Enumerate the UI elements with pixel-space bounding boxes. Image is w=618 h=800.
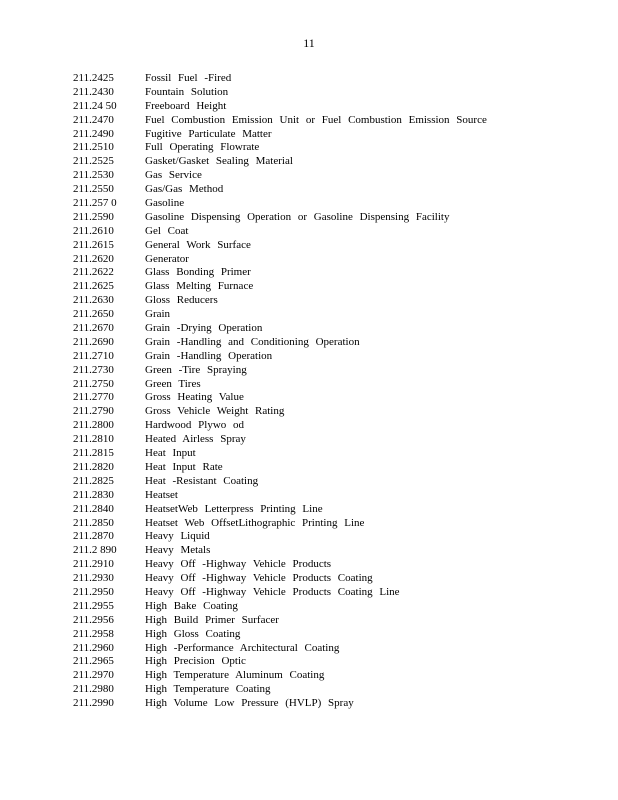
defined-term: Heated Airless Spray xyxy=(145,433,246,446)
defined-term: Heat Input Rate xyxy=(145,460,223,473)
list-item xyxy=(73,225,603,239)
section-number: 211.2 890 xyxy=(73,544,117,557)
list-item xyxy=(73,114,603,128)
section-number: 211.2980 xyxy=(73,683,114,696)
section-number: 211.2955 xyxy=(73,599,114,612)
defined-term: Fuel Combustion Emission Unit or Fuel Combustion Emission Source xyxy=(145,113,487,126)
defined-term: Heatset xyxy=(145,488,178,501)
list-item xyxy=(73,683,603,697)
section-number: 211.2950 xyxy=(73,585,114,598)
list-item xyxy=(73,586,603,600)
defined-term: Glass Bonding Primer xyxy=(145,266,251,279)
section-number: 211.2510 xyxy=(73,141,114,154)
section-number: 211.2825 xyxy=(73,474,114,487)
section-number: 211.2530 xyxy=(73,169,114,182)
defined-term: Gasoline Dispensing Operation or Gasoline Dispensing Facility xyxy=(145,210,450,223)
defined-term: Gross Vehicle Weight Rating xyxy=(145,405,285,418)
defined-term: Gasket/Gasket Sealing Material xyxy=(145,155,293,168)
defined-term: Fountain Solution xyxy=(145,85,229,98)
list-item xyxy=(73,197,603,211)
list-item xyxy=(73,572,603,586)
section-number: 211.2615 xyxy=(73,238,114,251)
list-item xyxy=(73,517,603,531)
defined-term: Heavy Off -Highway Vehicle Products xyxy=(145,558,332,571)
section-number: 211.2620 xyxy=(73,252,114,265)
section-number: 211.2850 xyxy=(73,516,114,529)
section-number: 211.24 50 xyxy=(73,99,117,112)
defined-term: Grain -Handling and Conditioning Operation xyxy=(145,335,360,348)
list-item xyxy=(73,461,603,475)
section-number: 211.2625 xyxy=(73,280,114,293)
defined-term: Gas Service xyxy=(145,169,202,182)
list-item xyxy=(73,322,603,336)
defined-term: High Bake Coating xyxy=(145,599,238,612)
defined-term: High Volume Low Pressure (HVLP) Spray xyxy=(145,697,354,710)
defined-term: Gel Coat xyxy=(145,224,189,237)
section-number: 211.257 0 xyxy=(73,197,117,210)
section-number: 211.2800 xyxy=(73,419,114,432)
list-item xyxy=(73,489,603,503)
section-number: 211.2770 xyxy=(73,391,114,404)
list-item xyxy=(73,558,603,572)
defined-term: Grain -Handling Operation xyxy=(145,349,273,362)
defined-term: HeatsetWeb Letterpress Printing Line xyxy=(145,502,323,515)
section-number: 211.2490 xyxy=(73,127,114,140)
section-number: 211.2930 xyxy=(73,572,114,585)
list-item xyxy=(73,544,603,558)
list-item xyxy=(73,155,603,169)
list-item xyxy=(73,447,603,461)
section-number: 211.2590 xyxy=(73,210,114,223)
defined-term: Full Operating Flowrate xyxy=(145,141,260,154)
section-number: 211.2956 xyxy=(73,613,114,626)
defined-term: High -Performance Architectural Coating xyxy=(145,641,340,654)
defined-term: High Gloss Coating xyxy=(145,627,241,640)
list-item xyxy=(73,308,603,322)
section-number: 211.2960 xyxy=(73,641,114,654)
section-number: 211.2690 xyxy=(73,335,114,348)
list-item xyxy=(73,169,603,183)
list-item xyxy=(73,86,603,100)
section-number: 211.2830 xyxy=(73,488,114,501)
list-item xyxy=(73,405,603,419)
defined-term: Heavy Off -Highway Vehicle Products Coating Line xyxy=(145,585,400,598)
defined-term: Freeboard Height xyxy=(145,99,227,112)
section-number: 211.2430 xyxy=(73,85,114,98)
section-number: 211.2525 xyxy=(73,155,114,168)
defined-term: High Temperature Coating xyxy=(145,683,271,696)
defined-term: Gloss Reducers xyxy=(145,294,218,307)
section-number: 211.2990 xyxy=(73,697,114,710)
list-item xyxy=(73,364,603,378)
list-item xyxy=(73,211,603,225)
defined-term: Gas/Gas Method xyxy=(145,183,224,196)
defined-term: Heatset Web OffsetLithographic Printing Line xyxy=(145,516,365,529)
defined-term: General Work Surface xyxy=(145,238,251,251)
defined-term: Generator xyxy=(145,252,189,265)
defined-term: Heat Input xyxy=(145,447,196,460)
defined-term: Hardwood Plywo od xyxy=(145,419,245,432)
list-item xyxy=(73,128,603,142)
section-number: 211.2730 xyxy=(73,363,114,376)
list-item xyxy=(73,628,603,642)
list-item xyxy=(73,697,603,711)
list-item xyxy=(73,336,603,350)
defined-term: Glass Melting Furnace xyxy=(145,280,254,293)
defined-term: Heavy Liquid xyxy=(145,530,210,543)
list-item xyxy=(73,253,603,267)
defined-term: Fugitive Particulate Matter xyxy=(145,127,272,140)
list-item xyxy=(73,433,603,447)
section-number: 211.2820 xyxy=(73,460,114,473)
defined-term: Heavy Off -Highway Vehicle Products Coating xyxy=(145,572,373,585)
section-number: 211.2750 xyxy=(73,377,114,390)
section-number: 211.2870 xyxy=(73,530,114,543)
list-item xyxy=(73,141,603,155)
section-number: 211.2622 xyxy=(73,266,114,279)
list-item xyxy=(73,655,603,669)
section-number: 211.2910 xyxy=(73,558,114,571)
defined-term: High Build Primer Surfacer xyxy=(145,613,279,626)
definitions-list xyxy=(73,72,603,711)
defined-term: Gross Heating Value xyxy=(145,391,244,404)
section-number: 211.2810 xyxy=(73,433,114,446)
section-number: 211.2970 xyxy=(73,669,114,682)
list-item xyxy=(73,100,603,114)
defined-term: Heavy Metals xyxy=(145,544,211,557)
section-number: 211.2790 xyxy=(73,405,114,418)
section-number: 211.2815 xyxy=(73,447,114,460)
defined-term: High Temperature Aluminum Coating xyxy=(145,669,325,682)
list-item xyxy=(73,183,603,197)
list-item xyxy=(73,614,603,628)
list-item xyxy=(73,391,603,405)
list-item xyxy=(73,669,603,683)
list-item xyxy=(73,600,603,614)
page-number: 11 xyxy=(303,36,315,50)
list-item xyxy=(73,280,603,294)
section-number: 211.2670 xyxy=(73,322,114,335)
list-item xyxy=(73,475,603,489)
defined-term: Fossil Fuel -Fired xyxy=(145,72,232,84)
defined-term: Grain -Drying Operation xyxy=(145,322,263,335)
list-item xyxy=(73,72,603,86)
defined-term: Grain xyxy=(145,308,171,321)
section-number: 211.2965 xyxy=(73,655,114,668)
section-number: 211.2610 xyxy=(73,224,114,237)
section-number: 211.2650 xyxy=(73,308,114,321)
section-number: 211.2470 xyxy=(73,113,114,126)
section-number: 211.2630 xyxy=(73,294,114,307)
list-item xyxy=(73,378,603,392)
section-number: 211.2425 xyxy=(73,72,114,84)
list-item xyxy=(73,642,603,656)
section-number: 211.2550 xyxy=(73,183,114,196)
list-item xyxy=(73,239,603,253)
defined-term: Green -Tire Spraying xyxy=(145,363,247,376)
list-item xyxy=(73,530,603,544)
list-item xyxy=(73,419,603,433)
defined-term: Heat -Resistant Coating xyxy=(145,474,259,487)
list-item xyxy=(73,503,603,517)
list-item xyxy=(73,294,603,308)
defined-term: High Precision Optic xyxy=(145,655,246,668)
section-number: 211.2840 xyxy=(73,502,114,515)
section-number: 211.2958 xyxy=(73,627,114,640)
defined-term: Gasoline xyxy=(145,197,185,210)
list-item xyxy=(73,266,603,280)
section-number: 211.2710 xyxy=(73,349,114,362)
defined-term: Green Tires xyxy=(145,377,201,390)
list-item xyxy=(73,350,603,364)
